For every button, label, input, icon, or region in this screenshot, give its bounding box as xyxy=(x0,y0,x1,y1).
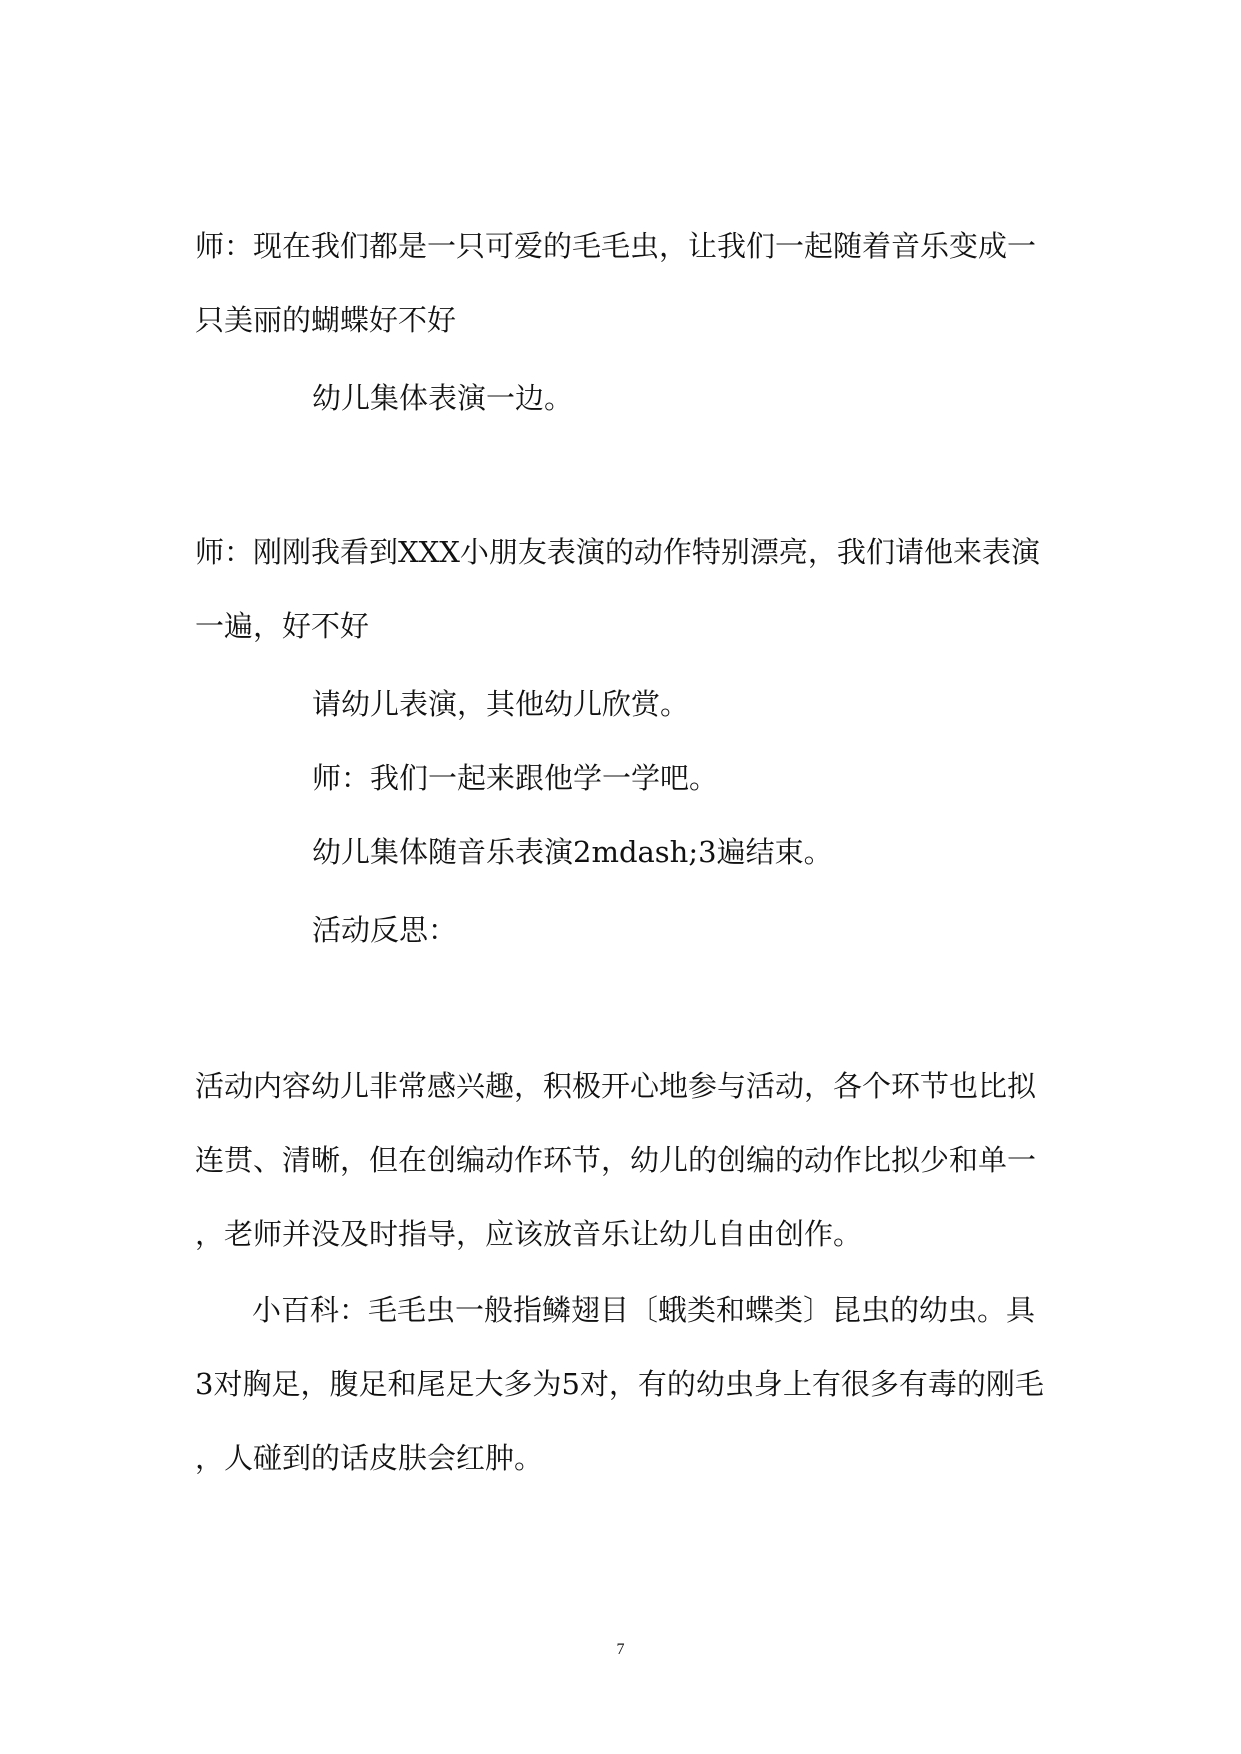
text-line: 小百科：毛毛虫一般指鳞翅目〔蛾类和蝶类〕昆虫的幼虫。具 xyxy=(252,1293,1036,1327)
text-line: 只美丽的蝴蝶好不好 xyxy=(195,303,457,337)
text-line: 师：现在我们都是一只可爱的毛毛虫，让我们一起随着音乐变成一 xyxy=(195,229,1037,263)
text-line: ，人碰到的话皮肤会红肿。 xyxy=(195,1441,544,1475)
page-number: 7 xyxy=(616,1641,625,1658)
text-line: 师：刚刚我看到XXX小朋友表演的动作特别漂亮，我们请他来表演 xyxy=(195,535,1040,569)
text-line: 幼儿集体随音乐表演2mdash;3遍结束。 xyxy=(312,835,833,869)
text-line: 师：我们一起来跟他学一学吧。 xyxy=(312,761,719,795)
text-line: 请幼儿表演，其他幼儿欣赏。 xyxy=(312,687,690,721)
text-line: ，老师并没及时指导，应该放音乐让幼儿自由创作。 xyxy=(195,1217,863,1251)
section-heading: 活动反思： xyxy=(312,913,458,947)
text-line: 一遍，好不好 xyxy=(195,609,370,643)
text-line: 3对胸足，腹足和尾足大多为5对，有的幼虫身上有很多有毒的刚毛 xyxy=(195,1367,1044,1401)
text-line: 活动内容幼儿非常感兴趣，积极开心地参与活动，各个环节也比拟 xyxy=(195,1069,1037,1103)
text-line: 幼儿集体表演一边。 xyxy=(312,381,574,415)
text-line: 连贯、清晰，但在创编动作环节，幼儿的创编的动作比拟少和单一 xyxy=(195,1143,1037,1177)
